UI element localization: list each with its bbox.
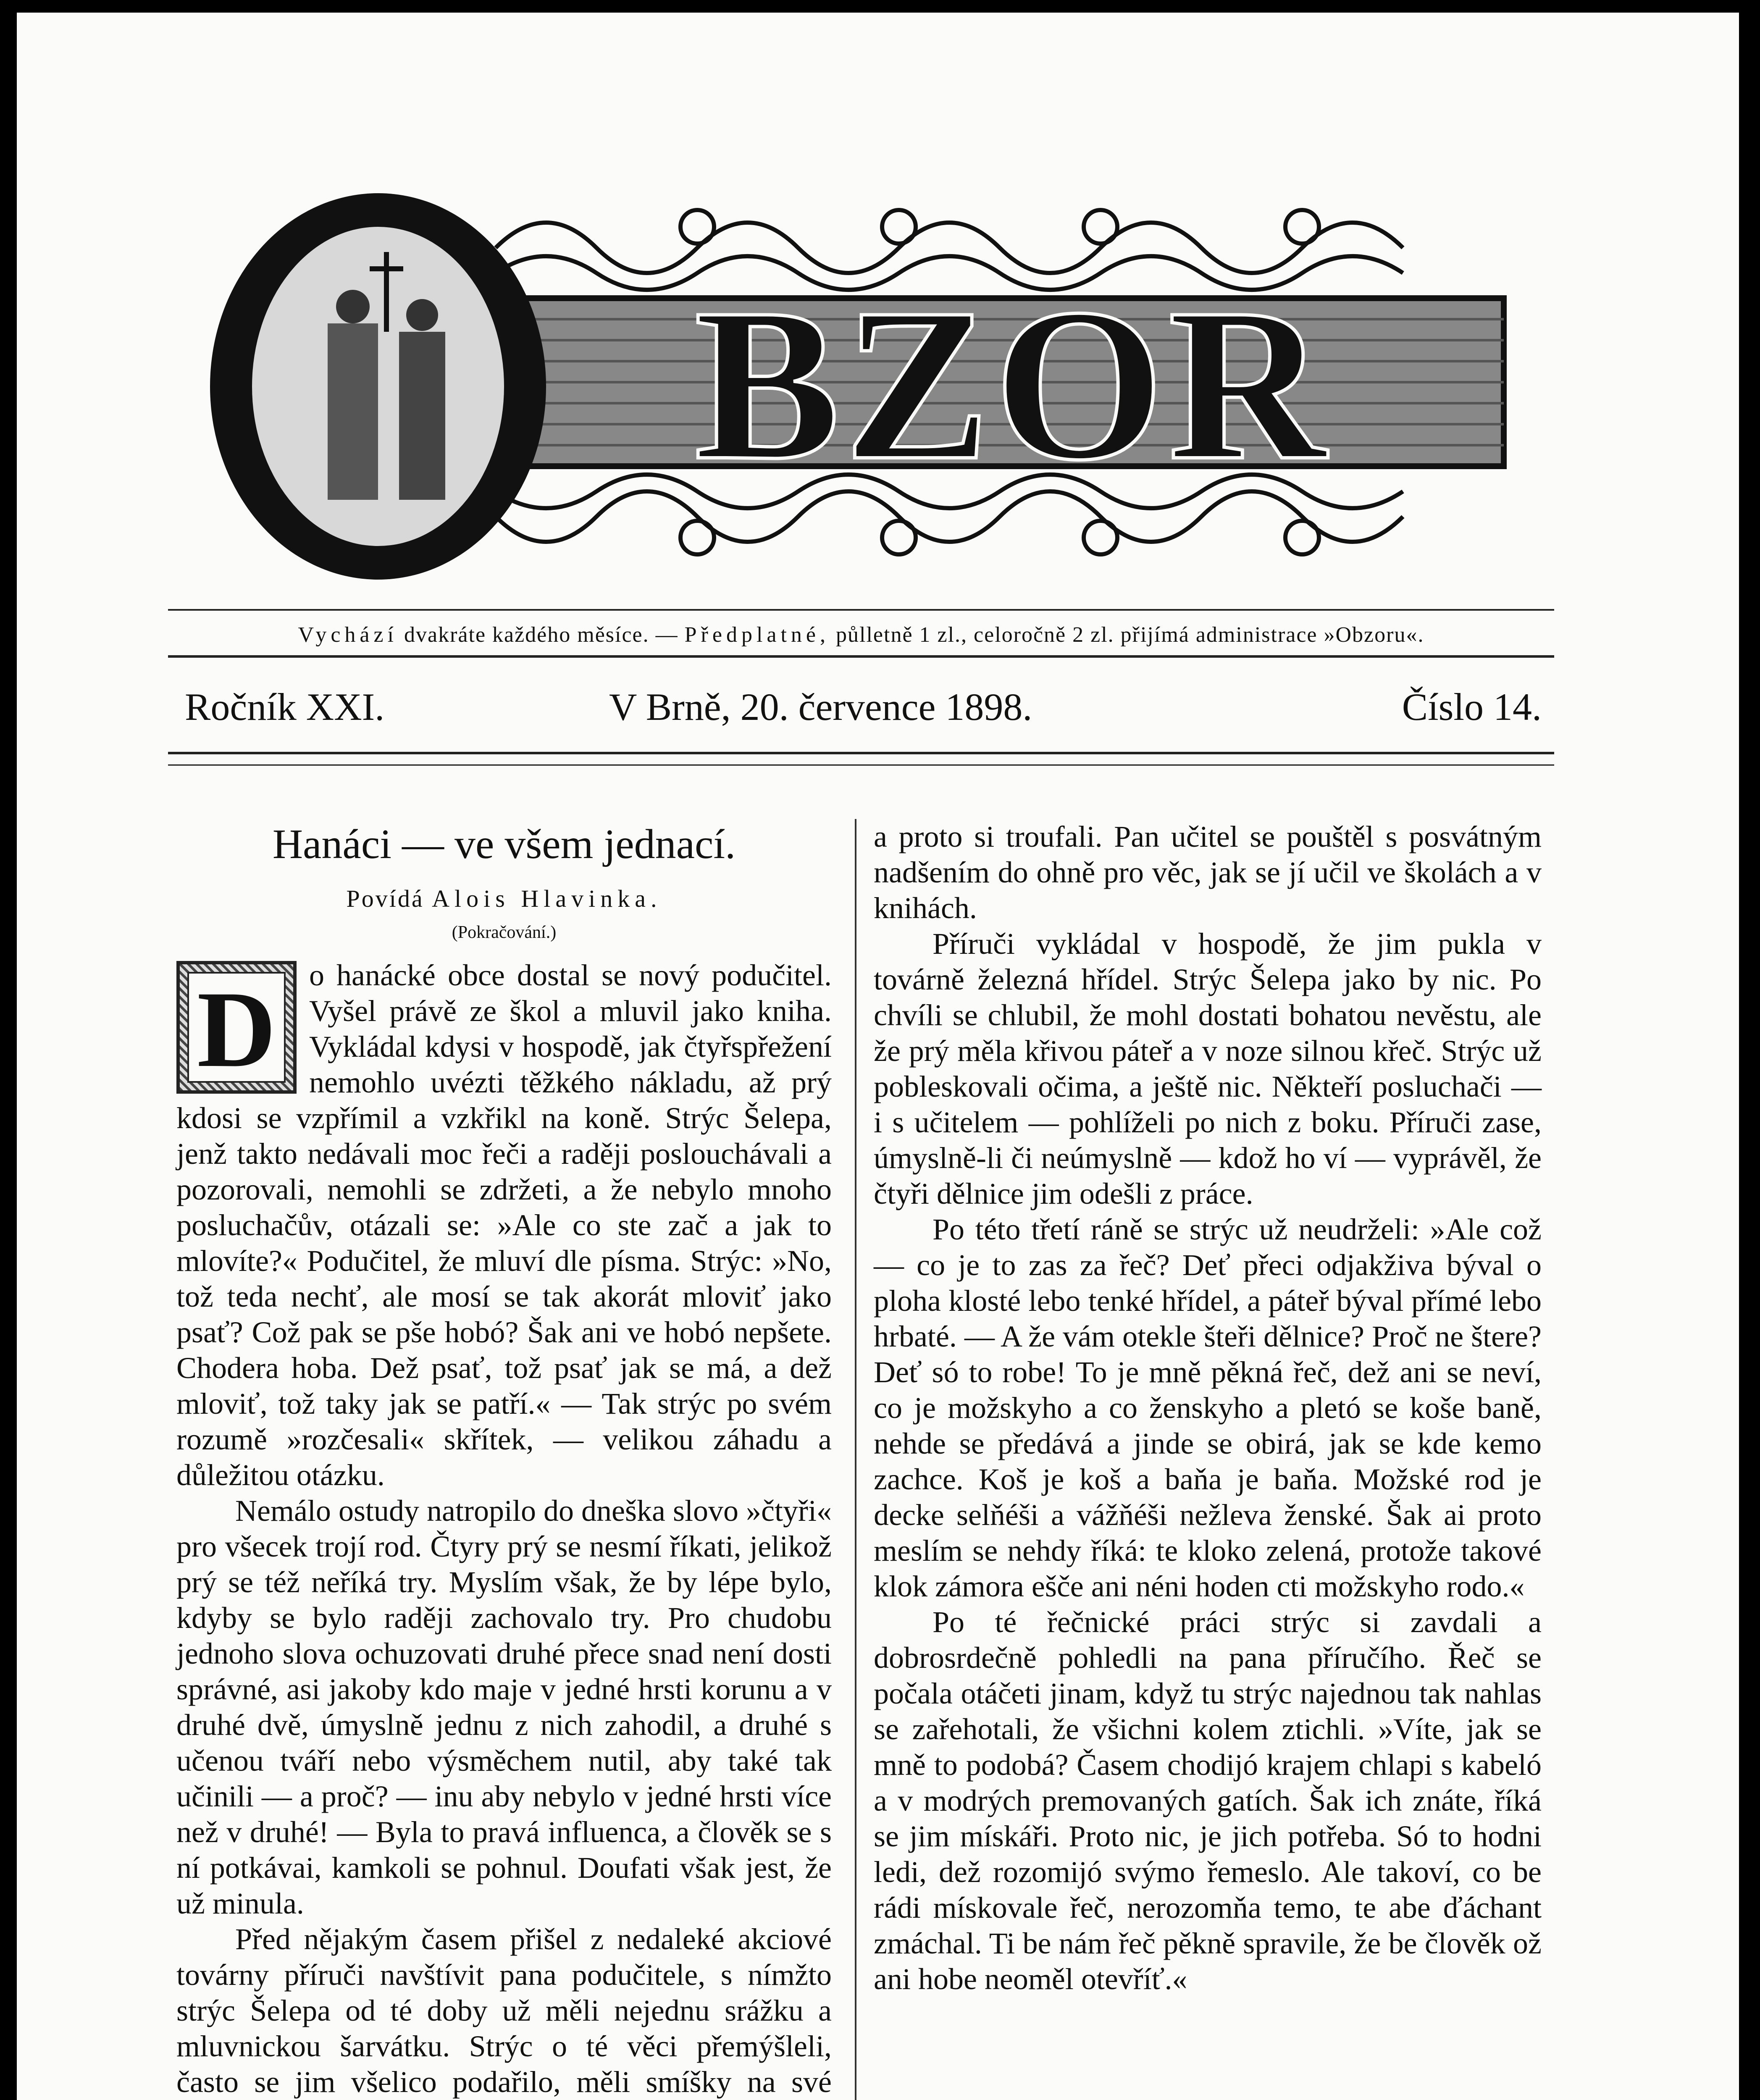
imprint-lead-2: Předplatné, [684,623,830,647]
paragraph: Po té řečnické práci strýc si zavdali a dobrosrdečně pohledli na pana příručího. Řeč se počala otáčeti jinam, když tu strýc najednou tak nahlas se zařehotali, že všichni kolem ztichli. »Víte, jak se mně to podobá? Časem chodijó krajem chlapi s kabeló a v modrých premovaných gatích. Šak ich znáte, říká se jim mískáři. Proto nic, je jich potřeba. Só to hodni ledi, dež rozomijó svýmo řemeslo. Ale takoví, co be rádi mískovale řeč, nerozomňa temo, te abe ďáchant zmáchal. Ti be nám řeč pěkně spravile, že be člověk ož ani hobe neoměl otevříť.« [874,1605,1542,1996]
dateline [185,685,1542,735]
author-name: Alois Hlavinka. [432,885,662,912]
masthead-illustration [202,181,1521,584]
column-left [176,819,832,2100]
dropcap-letter: D [187,972,286,1083]
paragraph: Nemálo ostudy natropilo do dneška slovo »čtyři« pro všecek trojí rod. Čtyry prý se nesmí říkati, jelikož prý se též neříká try. Myslím však, že by lépe bylo, kdyby se bylo raději zachovalo try. Pro chudobu jednoho slova ochuzovati druhé přece snad není dosti správné, asi jakoby kdo maje v jedné hrsti korunu a v druhé dvě, úmyslně jednu z nich zahodil, a druhé s učenou tváří nebo výsměchem nutil, aby také tak učinili — a proč? — inu aby nebylo v jedné hrsti více než v druhé! — Byla to pravá influenca, a člověk se s ní potkávai, kamkoli se pohnul. Doufati však jest, že už minula. [176,1494,832,1920]
paragraph: a proto si troufali. Pan učitel se pouštěl s posvátným nadšením do ohně pro věc, jak se jí učil ve školách a v knihách. [874,820,1542,925]
continuation-note: (Pokračování.) [452,923,557,942]
imprint-line [168,609,1554,647]
divider-rule [168,655,1554,658]
paragraph: Před nějakým časem přišel z nedaleké akciové továrny příruči navštívit pana podučitele, s nímžto strýc Šelepa od té doby už měli nejednu srážku a mluvnickou šarvátku. Strýc o té věci přemýšleli, často se jim všelico podařilo, měli smíšky na své [176,1922,832,2099]
masthead-title: BZOR [694,264,1330,505]
masthead [202,181,1521,584]
place-date: V Brně, 20. července 1898. [609,685,1032,728]
divider-rule [168,752,1554,754]
page [17,13,1739,2100]
paragraph: Po této třetí ráně se strýc už neudrželi: »Ale což — co je to zas za řeč? Deť přeci odjakživa býval o ploha klosté lebo tenké hřídel, a páteř býval přímé lebo hrbaté. — A že vám otekle šteři dělnice? Proč ne štere? Deť só to robe! To je mně pěkná řeč, dež ani se neví, co je možskyho a co ženskyho a pletó se koše baně, nehde se předává a jinde se obirá, jak se kde kemo zachce. Koš je koš a baňa je baňa. Možské rod je decke selňéši a vážňéši nežleva ženské. Šak ai proto meslím se nehdy říká: te kloko zelená, protože takové klok zámora ešče ani néni hoden cti možskyho rodo.« [874,1213,1542,1603]
author-prefix: Povídá [346,885,424,912]
article-author [176,882,832,916]
column-divider [855,819,856,2100]
dropcap-ornament [176,961,297,1094]
paragraph: o hanácké obce dostal se nový podučitel. Vyšel právě ze škol a mluvil jako kniha. Vykládal kdysi v hospodě, jak čtyřspřežení nemohlo uvézti těžkého nákladu, až prý kdosi se vzpřímil a vzkřikl na koně. Strýc Šelepa, jenž takto nedávali moc řeči a raději poslouchávali a pozorovali, nemohli se zdržeti, a že nebylo mnoho posluchačův, otázali se: »Ale co ste zač a jak to mlovíte?« Podučitel, že mluví dle písma. Strýc: »No, tož teda nechť, ale mosí se tak akorát mloviť jako psať? Což pak se pše hobó? Šak ani ve hobó nepšete. Chodera hoba. Dež psať, tož psať jak se má, a dež mloviť, tož taky jak se patří.« — Tak strýc po svém rozumě »rozčesali« skřítek, — velikou záhadu a důležitou otázku. [176,958,832,1492]
paragraph: Příruči vykládal v hospodě, že jim pukla v továrně železná hřídel. Strýc Šelepa jako by nic. Po chvíli se chlubil, že mohl dostati bohatou nevěstu, ale že prý měla křivou páteř a v noze silnou křeč. Strýc už pobleskovali očima, a ještě nic. Někteří posluchači — i s učitelem — pohlíželi po nich z boku. Příruči zase, úmyslně-li či neúmyslně — kdož ho ví — vyprávěl, že čtyři dělnice jim odešli z práce. [874,927,1542,1210]
issue-number: Číslo 14. [1402,685,1542,728]
imprint-text-2: půlletně 1 zl., celoročně 2 zl. přijímá administrace »Obzoru«. [836,623,1424,647]
imprint-lead: Vychází [298,623,398,647]
column-right [874,819,1542,1997]
volume-number: Ročník XXI. [185,685,385,728]
article-title: Hanáci — ve všem jednací. [272,821,736,867]
imprint-text-1: dvakráte každého měsíce. — [404,623,678,647]
initial-o-with-saints [210,193,546,580]
divider-rule [168,764,1554,766]
